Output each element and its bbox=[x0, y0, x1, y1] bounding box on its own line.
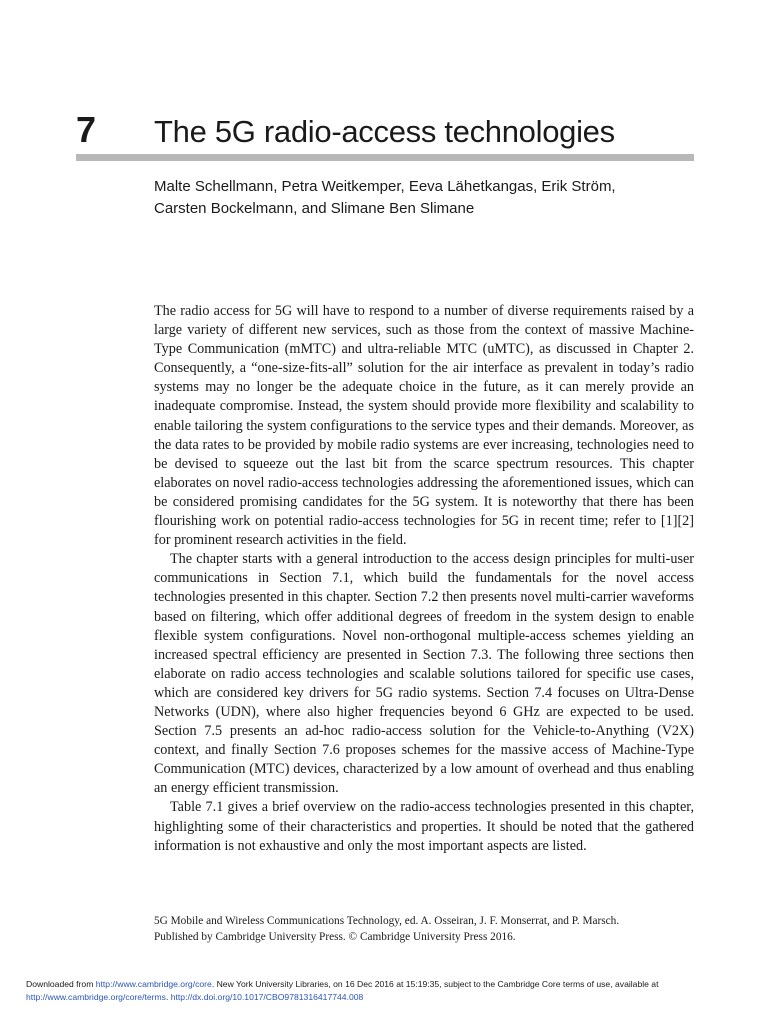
download-middle-text: . New York University Libraries, on 16 Dec 2016 at 15:19:35, subject to the Cambridge Core terms of use, available at bbox=[211, 979, 659, 989]
download-notice bbox=[26, 978, 756, 1004]
book-citation bbox=[154, 914, 694, 945]
download-prefix: Downloaded from bbox=[26, 979, 96, 989]
terms-link[interactable]: http://www.cambridge.org/core/terms bbox=[26, 992, 166, 1002]
cambridge-core-link[interactable]: http://www.cambridge.org/core bbox=[95, 979, 212, 989]
body-paragraph: Table 7.1 gives a brief overview on the radio-access technologies presented in this chapter, highlighting some of their characteristics and properties. It should be noted that the gathered information is not exhaustive and only the most important aspects are listed. bbox=[154, 799, 694, 854]
body-paragraph: The chapter starts with a general introduction to the access design principles for multi-user communications in Section 7.1, which build the fundamentals for the novel access technologies presented in this chapter. Section 7.2 then presents novel multi-carrier waveforms based on filtering, which offer additional degrees of freedom in the system design to enable flexible system configurations. Novel non-orthogonal multiple-access schemes yielding an increased spectral efficiency are presented in Section 7.3. The following three sections then elaborate on radio access technologies and scalable solutions tailored for specific use cases, which are considered key drivers for 5G radio systems. Section 7.4 focuses on Ultra-Dense Networks (UDN), where also higher frequencies beyond 6 GHz are expected to be used. Section 7.5 presents an ad-hoc radio-access solution for the Vehicle-to-Anything (V2X) context, and finally Section 7.6 proposes schemes for the massive access of Machine-Type Communication (MTC) devices, characterized by a low amount of overhead and thus enabling an energy efficient transmission. bbox=[154, 551, 694, 797]
body-paragraph: The radio access for 5G will have to respond to a number of diverse requirements raised by a large variety of different new services, such as those from the context of massive Machine-Type Communication (mMTC) and ultra-reliable MTC (uMTC), as discussed in Chapter 2. Consequently, a “one-size-fits-all” solution for the air interface as prevalent in today’s radio systems may no longer be the adequate choice in the future, as it can merely provide an inadequate compromise. Instead, the system should provide more flexibility and scalability to enable tailoring the system configurations to the service types and their demands. Moreover, as the data rates to be provided by mobile radio systems are ever increasing, technologies need to be devised to squeeze out the last bit from the scarce spectrum resources. This chapter elaborates on novel radio-access technologies addressing the aforementioned issues, which can be considered promising candidates for the 5G system. It is noteworthy that there has been flourishing work on potential radio-access technologies for 5G in recent time; refer to [1][2] for prominent research activities in the field. bbox=[154, 303, 694, 549]
citation-line: Published by Cambridge University Press. © Cambridge University Press 2016. bbox=[154, 930, 516, 943]
doi-link[interactable]: http://dx.doi.org/10.1017/CBO9781316417744.008 bbox=[170, 992, 364, 1002]
citation-line: 5G Mobile and Wireless Communications Technology, ed. A. Osseiran, J. F. Monserrat, and P. Marsch. bbox=[154, 915, 620, 927]
chapter-number: 7 bbox=[76, 109, 97, 150]
link-separator: . bbox=[165, 992, 171, 1002]
author-line: Malte Schellmann, Petra Weitkemper, Eeva Lähetkangas, Erik Ström, bbox=[154, 178, 616, 195]
chapter-body bbox=[154, 302, 694, 856]
author-line: Carsten Bockelmann, and Slimane Ben Slimane bbox=[154, 200, 475, 217]
chapter-authors bbox=[154, 176, 694, 220]
chapter-title: The 5G radio-access technologies bbox=[154, 114, 615, 149]
title-rule bbox=[76, 154, 694, 161]
